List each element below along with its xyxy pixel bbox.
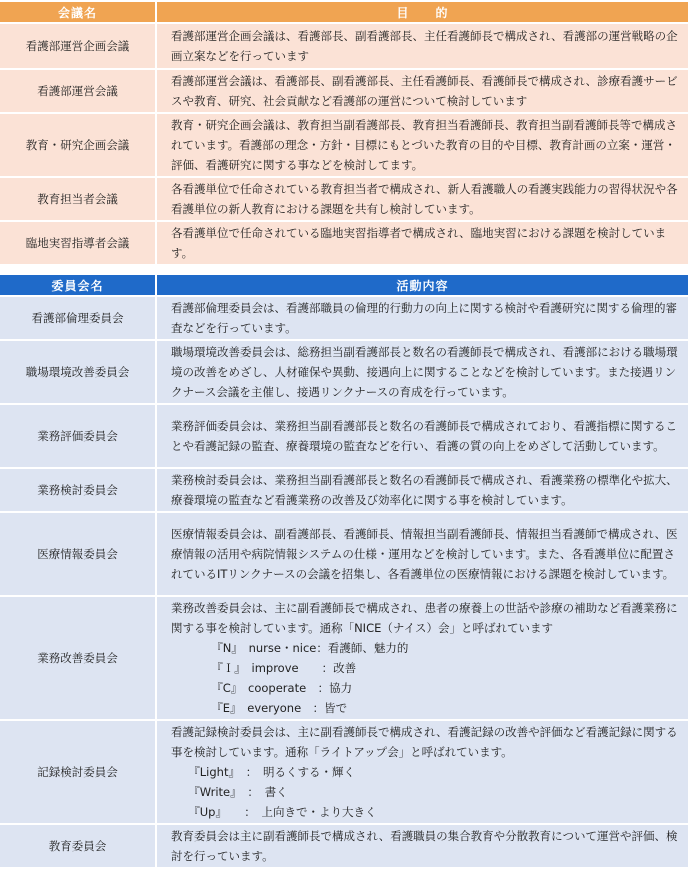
committee-table-header — [0, 275, 688, 295]
table-row — [0, 114, 688, 176]
meeting-name: 看護部運営会議 — [0, 70, 157, 112]
committee-name: 業務検討委員会 — [0, 469, 157, 511]
committee-activity — [157, 341, 688, 403]
acronym-line: 『Up』 ： 上向きで・より大きく — [171, 805, 377, 819]
meeting-purpose: 看護部運営企画会議は、看護部長、副看護部長、主任看護師長で構成され、看護部の運営戦略の企画立案などを行っています — [157, 24, 688, 68]
committee-name: 業務改善委員会 — [0, 597, 157, 719]
table-row — [0, 405, 688, 467]
table-row — [0, 297, 688, 339]
meeting-name: 臨地実習指導者会議 — [0, 222, 157, 264]
committee-name-header: 委員会名 — [0, 275, 157, 295]
activity-text: 看護記録検討委員会は、主に副看護師長で構成され、看護記録の改善や評価など看護記録に関する事を検討しています。通称「ライトアップ会」と呼ばれています。 — [171, 725, 678, 759]
meeting-purpose-header: 目 的 — [157, 2, 688, 22]
table-row — [0, 178, 688, 220]
committee-activity-header: 活動内容 — [157, 275, 688, 295]
table-row — [0, 721, 688, 823]
acronym-line: 『Light』 ： 明るくする・輝く — [171, 765, 355, 779]
activity-text: 業務検討委員会は、業務担当副看護部長と数名の看護師長で構成され、看護業務の標準化や拡大、療養環境の監査など看護業務の改善及び効率化に関する事を検討しています。 — [171, 473, 678, 507]
activity-text: 職場環境改善委員会は、総務担当副看護部長と数名の看護師長で構成され、看護部における職場環境の改善をめざし、人材確保や異動、接遇向上に関することなどを検討しています。また接遇リンクナース会議を主催し、接遇リンクナースの育成を行っています。 — [171, 345, 678, 399]
meeting-name: 教育担当者会議 — [0, 178, 157, 220]
table-row — [0, 469, 688, 511]
committee-name: 医療情報委員会 — [0, 513, 157, 595]
meeting-purpose: 教育・研究企画会議は、教育担当副看護部長、教育担当看護師長、教育担当副看護師長等で構成されています。看護部の理念・方針・目標にもとづいた教育の目的や目標、教育計画の立案・運営・評価、看護研究に関する事などを検討してます。 — [157, 114, 688, 176]
acronym-line: 『E』 everyone ：皆で — [171, 701, 348, 715]
meeting-table-header — [0, 2, 688, 22]
meeting-table — [0, 0, 688, 266]
committee-activity — [157, 297, 688, 339]
activity-text: 看護部倫理委員会は、看護部職員の倫理的行動力の向上に関する検討や看護研究に関する倫理的審査などを行っています。 — [171, 301, 677, 335]
table-row — [0, 222, 688, 264]
committee-name: 記録検討委員会 — [0, 721, 157, 823]
committee-name: 教育委員会 — [0, 825, 157, 867]
meeting-name: 看護部運営企画会議 — [0, 24, 157, 68]
meeting-purpose: 看護部運営会議は、看護部長、副看護部長、主任看護師長、看護師長で構成され、診療看護サービスや教育、研究、社会貢献など看護部の運営について検討しています — [157, 70, 688, 112]
activity-text: 業務改善委員会は、主に副看護師長で構成され、患者の療養上の世話や診療の補助など看護業務に関する事を検討しています。通称「NICE（ナイス）会」と呼ばれています — [171, 601, 678, 635]
committee-name: 職場環境改善委員会 — [0, 341, 157, 403]
table-row — [0, 24, 688, 68]
table-row — [0, 597, 688, 719]
meeting-name-header: 会議名 — [0, 2, 157, 22]
table-row — [0, 341, 688, 403]
acronym-line: 『Write』 ： 書く — [171, 785, 288, 799]
activity-text: 教育委員会は主に副看護師長で構成され、看護職員の集合教育や分散教育について運営や評価、検討を行っています。 — [171, 829, 678, 863]
acronym-line: 『C』 cooperate ：協力 — [171, 681, 353, 695]
acronym-line: 『Ｉ』 improve ：改善 — [171, 661, 357, 675]
table-row — [0, 825, 688, 867]
committee-name: 看護部倫理委員会 — [0, 297, 157, 339]
committee-activity — [157, 721, 688, 823]
meeting-purpose: 各看護単位で任命されている臨地実習指導者で構成され、臨地実習における課題を検討しています。 — [157, 222, 688, 264]
meeting-purpose: 各看護単位で任命されている教育担当者で構成され、新人看護職人の看護実践能力の習得状況や各看護単位の新人教育における課題を共有し検討しています。 — [157, 178, 688, 220]
committee-activity — [157, 597, 688, 719]
acronym-line: 『N』 nurse・nice：看護師、魅力的 — [171, 641, 409, 655]
meeting-name: 教育・研究企画会議 — [0, 114, 157, 176]
table-row — [0, 70, 688, 112]
committee-activity — [157, 513, 688, 595]
committee-table — [0, 273, 688, 869]
committee-activity — [157, 825, 688, 867]
committee-activity — [157, 405, 688, 467]
table-row — [0, 513, 688, 595]
committee-activity — [157, 469, 688, 511]
activity-text: 業務評価委員会は、業務担当副看護部長と数名の看護師長で構成されており、看護指標に関することや看護記録の監査、療養環境の監査などを行い、看護の質の向上をめざして活動しています。 — [171, 419, 677, 453]
committee-name: 業務評価委員会 — [0, 405, 157, 467]
activity-text: 医療情報委員会は、副看護部長、看護師長、情報担当副看護師長、情報担当看護師で構成され、医療情報の活用や病院情報システムの仕様・運用などを検討しています。また、各看護単位に配置されているITリンクナースの会議を招集し、各看護単位の医療情報における課題を検討しています。 — [171, 527, 678, 581]
